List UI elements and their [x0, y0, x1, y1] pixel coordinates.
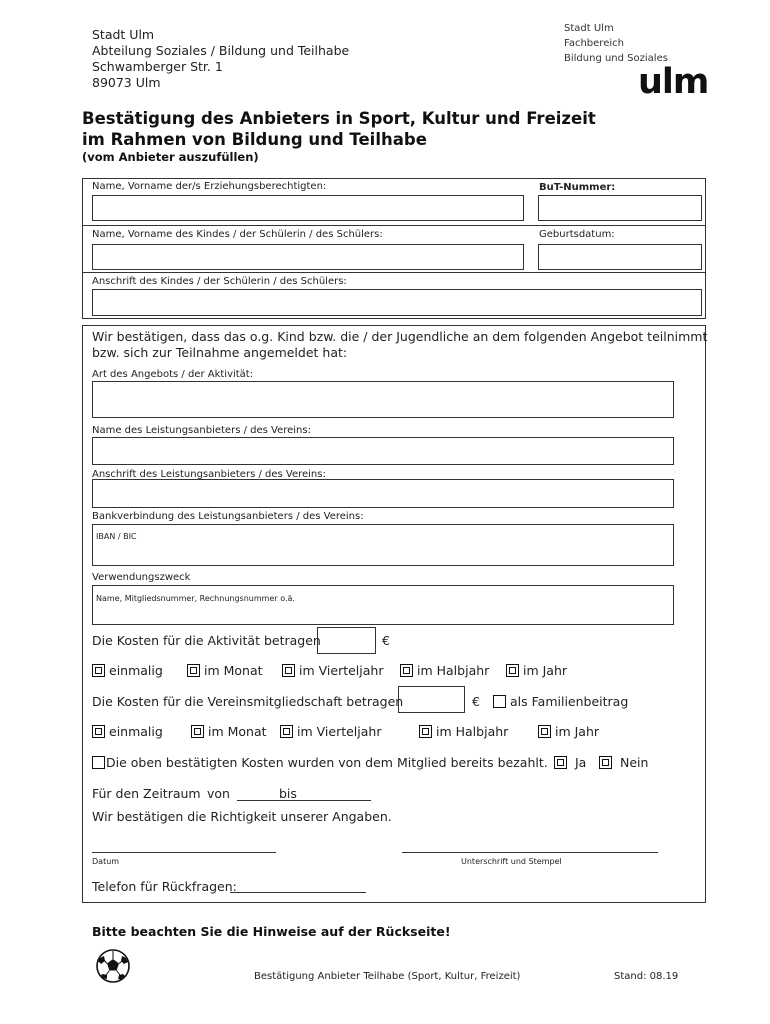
notice-text: Bitte beachten Sie die Hinweise auf der Rückseite!	[92, 924, 451, 939]
date-label: Datum	[92, 857, 120, 866]
checkbox-icon[interactable]	[493, 695, 506, 708]
child-address-label: Anschrift des Kindes / der Schülerin / des Schülers:	[92, 276, 347, 287]
document-name: Bestätigung Anbieter Teilhabe (Sport, Kultur, Freizeit)	[254, 971, 521, 982]
checkbox-icon[interactable]	[187, 664, 200, 677]
title-line: Bestätigung des Anbieters in Sport, Kultur und Freizeit	[82, 109, 596, 128]
checkbox-icon[interactable]	[92, 725, 105, 738]
period-field[interactable]	[237, 800, 371, 801]
intro-text: bzw. sich zur Teilnahme angemeldet hat:	[92, 345, 348, 360]
activity-label: Art des Angebots / der Aktivität:	[92, 369, 254, 380]
divider	[82, 225, 706, 226]
bank-field[interactable]	[92, 524, 674, 566]
family-fee-option[interactable]: als Familienbeitrag	[493, 694, 628, 709]
provider-address-field[interactable]	[92, 479, 674, 508]
provider-name-label: Name des Leistungsanbieters / des Vereins:	[92, 425, 311, 436]
version-label: Stand: 08.19	[614, 971, 679, 982]
signature-field[interactable]	[402, 852, 658, 853]
currency-symbol: €	[472, 694, 480, 709]
checkbox-icon[interactable]	[191, 725, 204, 738]
guardian-name-label: Name, Vorname der/s Erziehungsberechtigten:	[92, 181, 327, 192]
sender-line: Schwamberger Str. 1	[92, 59, 223, 74]
page-subtitle: (vom Anbieter auszufüllen)	[82, 150, 259, 164]
cost-activity-field[interactable]	[317, 627, 376, 654]
cost-membership-field[interactable]	[398, 686, 465, 713]
divider	[82, 272, 706, 273]
checkbox-icon[interactable]	[419, 725, 432, 738]
period-label: Für den Zeitraum	[92, 786, 201, 801]
intro-text: Wir bestätigen, dass das o.g. Kind bzw. die / der Jugendliche an dem folgenden Angebot teilnimmt	[92, 329, 708, 344]
bank-label: Bankverbindung des Leistungsanbieters / des Vereins:	[92, 511, 364, 522]
birth-date-label: Geburtsdatum:	[539, 229, 615, 240]
period-option-year[interactable]: im Jahr	[506, 663, 567, 678]
checkbox-icon[interactable]	[506, 664, 519, 677]
title-line: im Rahmen von Bildung und Teilhabe	[82, 130, 427, 149]
period-option-year[interactable]: im Jahr	[538, 724, 599, 739]
checkbox-icon[interactable]	[400, 664, 413, 677]
purpose-label: Verwendungszweck	[92, 572, 191, 583]
period-option-month[interactable]: im Monat	[187, 663, 263, 678]
cost-membership-label: Die Kosten für die Vereinsmitgliedschaft betragen	[92, 694, 404, 709]
paid-statement[interactable]: Die oben bestätigten Kosten wurden von dem Mitglied bereits bezahlt.	[92, 755, 548, 770]
phone-field[interactable]	[230, 892, 366, 893]
checkbox-icon[interactable]	[538, 725, 551, 738]
bank-hint: IBAN / BIC	[96, 532, 137, 541]
purpose-field[interactable]	[92, 585, 674, 625]
paid-no-option[interactable]: Nein	[599, 755, 648, 770]
period-from-label: von	[207, 786, 230, 801]
checkbox-icon[interactable]	[554, 756, 567, 769]
period-option-halfyear[interactable]: im Halbjahr	[400, 663, 489, 678]
birth-date-field[interactable]	[538, 244, 702, 270]
period-to-label: bis	[279, 786, 297, 801]
but-number-field[interactable]	[538, 195, 702, 221]
period-option-once[interactable]: einmalig	[92, 724, 163, 739]
soccer-ball-icon	[95, 948, 131, 984]
sender-line: Abteilung Soziales / Bildung und Teilhabe	[92, 43, 350, 58]
page-title	[82, 108, 596, 150]
currency-symbol: €	[382, 633, 390, 648]
cost-activity-label: Die Kosten für die Aktivität betragen	[92, 633, 321, 648]
confirmation-text: Wir bestätigen die Richtigkeit unserer Angaben.	[92, 809, 392, 824]
provider-name-field[interactable]	[92, 437, 674, 465]
sender-line: Stadt Ulm	[92, 27, 155, 42]
org-line: Stadt Ulm	[564, 23, 614, 34]
checkbox-icon[interactable]	[92, 756, 105, 769]
but-number-label: BuT-Nummer:	[539, 182, 616, 193]
date-field[interactable]	[92, 852, 276, 853]
signature-label: Unterschrift und Stempel	[461, 857, 562, 866]
child-address-field[interactable]	[92, 289, 702, 316]
period-option-halfyear[interactable]: im Halbjahr	[419, 724, 508, 739]
child-name-field[interactable]	[92, 244, 524, 270]
checkbox-icon[interactable]	[92, 664, 105, 677]
ulm-logo: ulm	[638, 62, 709, 102]
checkbox-icon[interactable]	[599, 756, 612, 769]
sender-line: 89073 Ulm	[92, 75, 161, 90]
period-option-once[interactable]: einmalig	[92, 663, 163, 678]
period-option-quarter[interactable]: im Vierteljahr	[280, 724, 381, 739]
activity-field[interactable]	[92, 381, 674, 418]
purpose-hint: Name, Mitgliedsnummer, Rechnungsnummer o.ä.	[96, 594, 295, 603]
period-option-quarter[interactable]: im Vierteljahr	[282, 663, 383, 678]
period-option-month[interactable]: im Monat	[191, 724, 267, 739]
org-header	[564, 21, 668, 66]
guardian-name-field[interactable]	[92, 195, 524, 221]
paid-yes-option[interactable]: Ja	[554, 755, 586, 770]
phone-label: Telefon für Rückfragen:	[92, 879, 237, 894]
checkbox-icon[interactable]	[280, 725, 293, 738]
provider-address-label: Anschrift des Leistungsanbieters / des Vereins:	[92, 469, 326, 480]
child-name-label: Name, Vorname des Kindes / der Schülerin / des Schülers:	[92, 229, 383, 240]
org-line: Bildung und Soziales	[564, 53, 668, 64]
checkbox-icon[interactable]	[282, 664, 295, 677]
org-line: Fachbereich	[564, 38, 624, 49]
sender-address	[92, 27, 349, 91]
